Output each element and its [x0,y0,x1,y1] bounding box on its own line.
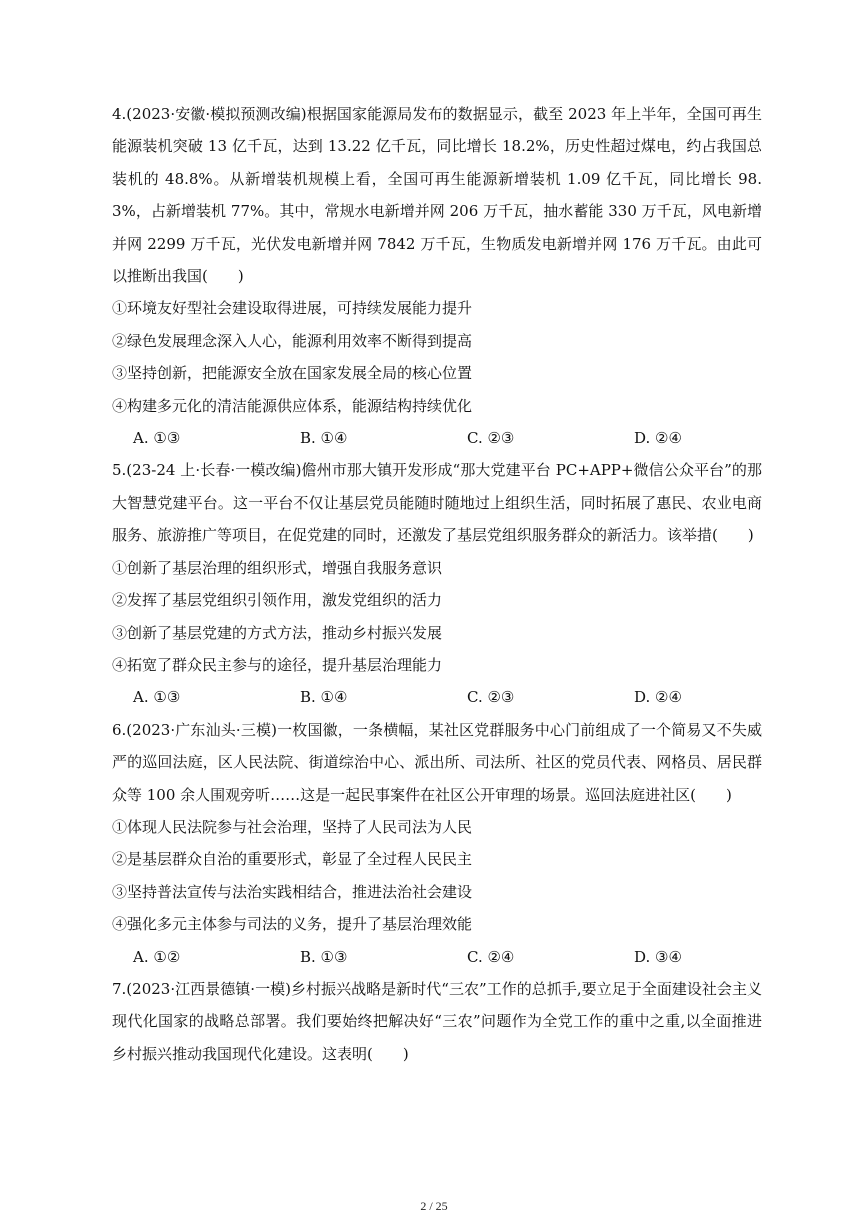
question-4 [112,98,762,454]
answer-choices [112,681,762,713]
choice-a: A. ①③ [133,429,181,448]
choice-b: B. ①③ [300,947,348,966]
page-number: 2 / 25 [420,1199,448,1213]
statement-option: ①体现人民法院参与社会治理，坚持了人民司法为人民 [112,817,473,836]
question-5 [112,454,762,713]
choice-c: C. ②③ [467,429,515,448]
question-7 [112,973,762,1070]
statement-option: ①环境友好型社会建设取得进展，可持续发展能力提升 [112,299,473,318]
statement-option: ②绿色发展理念深入人心，能源利用效率不断得到提高 [112,331,473,350]
statement-option: ③创新了基层党建的方式方法，推动乡村振兴发展 [112,623,443,642]
statement-option: ②发挥了基层党组织引领作用，激发党组织的活力 [112,591,443,610]
question-stem: 7.(2023·江西景德镇·一模)乡村振兴战略是新时代“三农”工作的总抓手,要立足于全面建设社会主义现代化国家的战略总部署。我们要始终把解决好“三农”问题作为全党工作的重中之重,以全面推进乡村振兴推动我国现代化建设。这表明( ) [112,979,762,1063]
question-list [112,98,762,1070]
question-stem: 5.(23-24 上·长春·一模改编)儋州市那大镇开发形成“那大党建平台 PC+APP+微信公众平台”的那大智慧党建平台。这一平台不仅让基层党员能随时随地过上组织生活，同时拓展了惠民、农业电商服务、旅游推广等项目，在促党建的同时，还激发了基层党组织服务群众的新活力。该举措( ) [112,461,762,545]
choice-c: C. ②④ [467,947,515,966]
statement-option: ③坚持普法宣传与法治实践相结合，推进法治社会建设 [112,882,473,901]
choice-d: D. ③④ [634,947,682,966]
statement-option: ④强化多元主体参与司法的义务，提升了基层治理效能 [112,915,473,934]
statement-option: ①创新了基层治理的组织形式，增强自我服务意识 [112,558,443,577]
choice-a: A. ①③ [133,688,181,707]
answer-choices [112,941,762,973]
question-6 [112,714,762,973]
choice-d: D. ②④ [634,688,682,707]
choice-c: C. ②③ [467,688,515,707]
statement-option: ④拓宽了群众民主参与的途径，提升基层治理能力 [112,655,443,674]
choice-b: B. ①④ [300,688,348,707]
statement-option: ③坚持创新，把能源安全放在国家发展全局的核心位置 [112,364,473,383]
statement-option: ②是基层群众自治的重要形式，彰显了全过程人民民主 [112,850,473,869]
statement-option: ④构建多元化的清洁能源供应体系，能源结构持续优化 [112,396,473,415]
choice-d: D. ②④ [634,429,682,448]
question-stem: 6.(2023·广东汕头·三模)一枚国徽，一条横幅，某社区党群服务中心门前组成了一个简易又不失威严的巡回法庭，区人民法院、街道综治中心、派出所、司法所、社区的党员代表、网格员、居民群众等 100 余人围观旁听……这是一起民事案件在社区公开审理的场景。巡回法庭进社区( ) [112,720,762,804]
choice-a: A. ①② [133,947,181,966]
question-stem: 4.(2023·安徽·模拟预测改编)根据国家能源局发布的数据显示，截至 2023 年上半年，全国可再生能源装机突破 13 亿千瓦，达到 13.22 亿千瓦，同比增长 18.2%，历史性超过煤电，约占我国总装机的 48.8%。从新增装机规模上看，全国可再生能源新增装机 1.09 亿千瓦，同比增长 98.3%，占新增装机 77%。其中，常规水电新增并网 206 万千瓦，抽水蓄能 330 万千瓦，风电新增并网 2299 万千瓦，光伏发电新增并网 7842 万千瓦，生物质发电新增并网 176 万千瓦。由此可以推断出我国( ) [112,105,762,286]
choice-b: B. ①④ [300,429,348,448]
answer-choices [112,422,762,454]
